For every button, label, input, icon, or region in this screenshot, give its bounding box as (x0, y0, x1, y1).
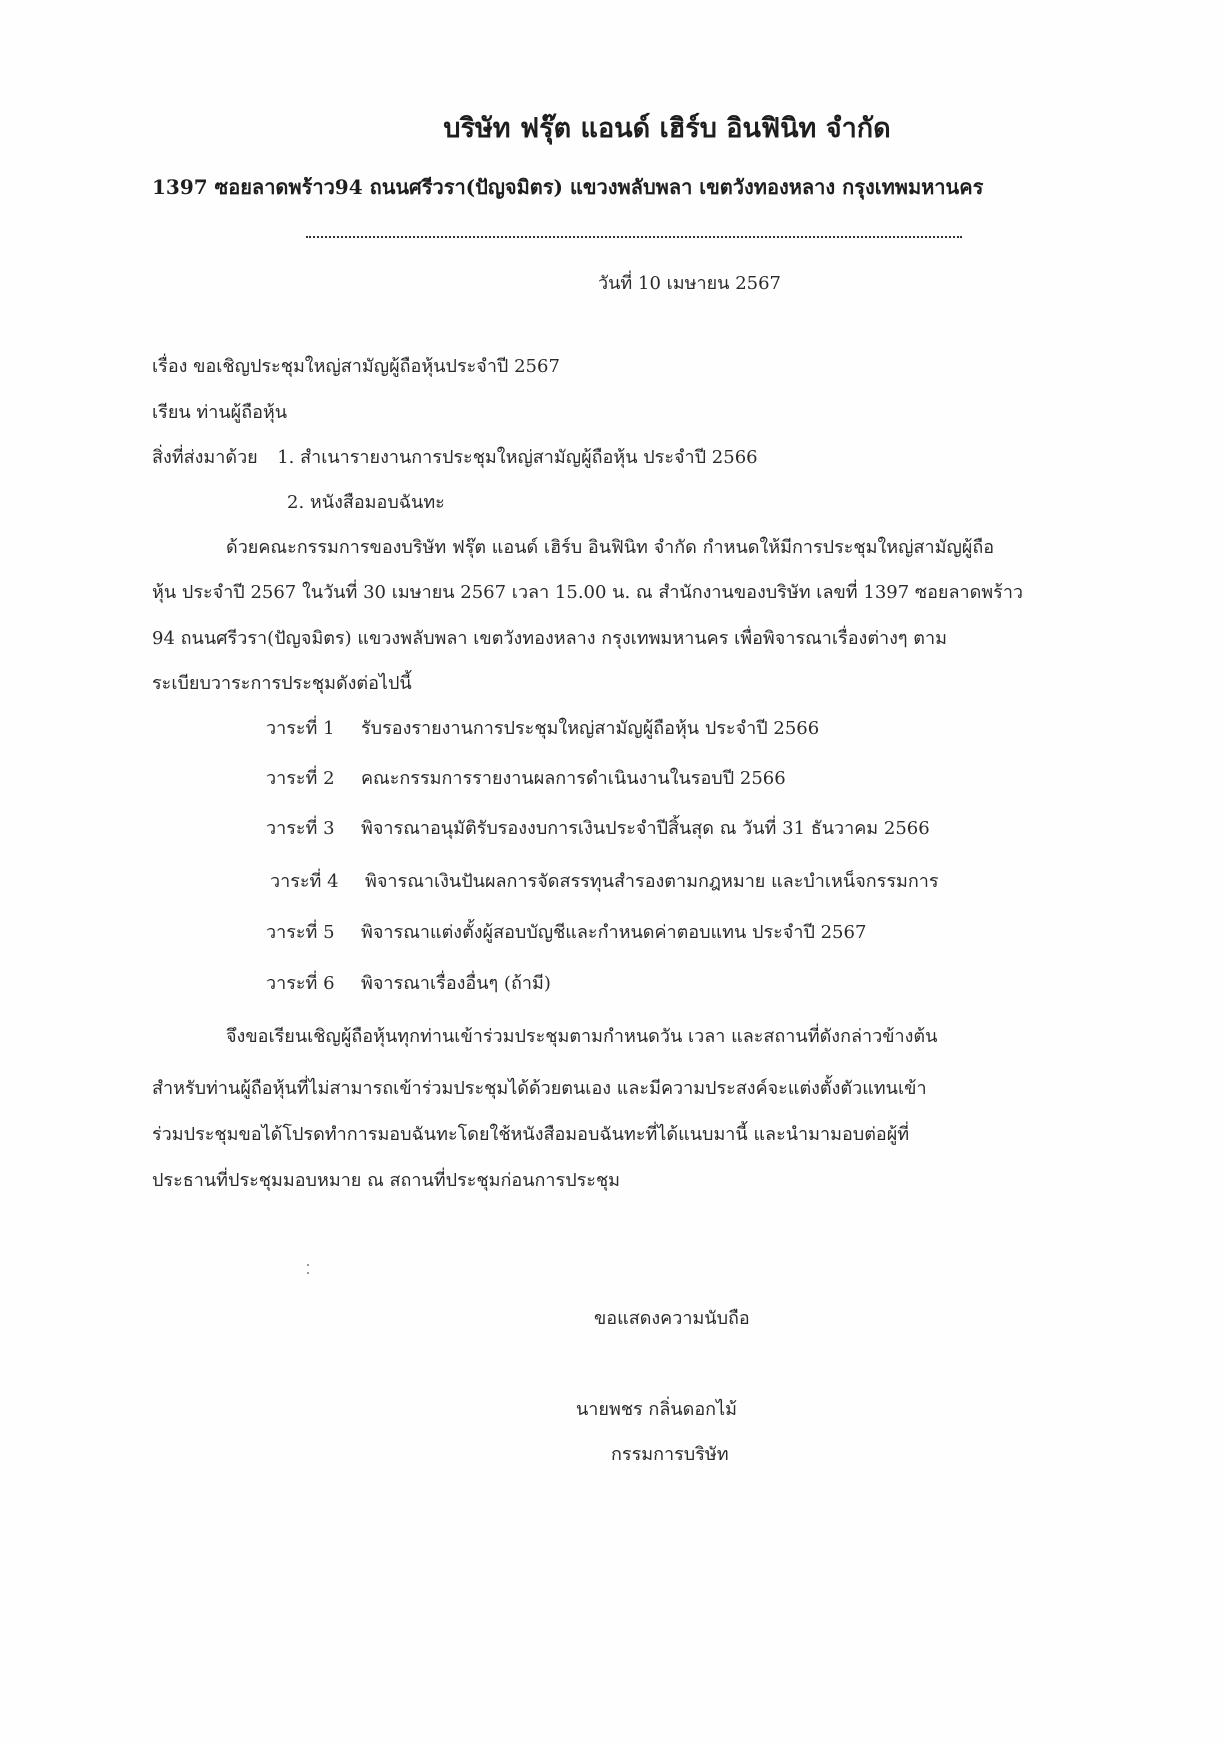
agenda-item (266, 975, 551, 993)
scan-speck (307, 1264, 309, 1266)
enclosure-item: 1. สำเนารายงานการประชุมใหญ่สามัญผู้ถือหุ้น ประจำปี 2566 (277, 447, 758, 468)
enclosures-line (152, 449, 758, 467)
agenda-text: พิจารณาแต่งตั้งผู้สอบบัญชีและกำหนดค่าตอบแทน ประจำปี 2567 (361, 922, 867, 943)
agenda-item (270, 873, 939, 891)
paragraph-line: ประธานที่ประชุมมอบหมาย ณ สถานที่ประชุมก่อนการประชุม (152, 1170, 621, 1191)
agenda-text: พิจารณาเรื่องอื่นๆ (ถ้ามี) (361, 973, 551, 994)
closing-regards: ขอแสดงความนับถือ (594, 1308, 750, 1329)
signatory-name: นายพชร กลิ่นดอกไม้ (576, 1399, 737, 1420)
paragraph-line: ระเบียบวาระการประชุมดังต่อไปนี้ (152, 673, 412, 694)
agenda-text: คณะกรรมการรายงานผลการดำเนินงานในรอบปี 2566 (361, 768, 786, 789)
signatory-title: กรรมการบริษัท (611, 1444, 729, 1465)
company-name: บริษัท ฟรุ๊ต แอนด์ เฮิร์บ อินฟินิท จำกัด (443, 113, 891, 144)
paragraph-line: หุ้น ประจำปี 2567 ในวันที่ 30 เมษายน 2567 เวลา 15.00 น. ณ สำนักงานของบริษัท เลขที่ 1397 ซอยลาดพร้าว (152, 582, 1024, 603)
agenda-number: วาระที่ 1 (266, 718, 335, 739)
agenda-item (266, 924, 866, 942)
agenda-item (266, 820, 930, 838)
subject-line: เรื่อง ขอเชิญประชุมใหญ่สามัญผู้ถือหุ้นประจำปี 2567 (152, 356, 560, 377)
enclosure-item: 2. หนังสือมอบฉันทะ (287, 492, 445, 513)
paragraph-line: สำหรับท่านผู้ถือหุ้นที่ไม่สามารถเข้าร่วมประชุมได้ด้วยตนเอง และมีความประสงค์จะแต่งตั้งตัวแทนเข้า (152, 1078, 927, 1099)
agenda-text: พิจารณาอนุมัติรับรองงบการเงินประจำปีสิ้นสุด ณ วันที่ 31 ธันวาคม 2566 (361, 818, 930, 839)
header-divider (306, 236, 962, 238)
paragraph-line: จึงขอเรียนเชิญผู้ถือหุ้นทุกท่านเข้าร่วมประชุมตามกำหนดวัน เวลา และสถานที่ดังกล่าวข้างต้น (226, 1026, 938, 1047)
recipient-line: เรียน ท่านผู้ถือหุ้น (152, 402, 288, 423)
paragraph-line: 94 ถนนศรีวรา(ปัญจมิตร) แขวงพลับพลา เขตวังทองหลาง กรุงเทพมหานคร เพื่อพิจารณาเรื่องต่างๆ ตาม (152, 628, 947, 649)
agenda-text: พิจารณาเงินปันผลการจัดสรรทุนสำรองตามกฎหมาย และบำเหน็จกรรมการ (365, 871, 939, 892)
agenda-number: วาระที่ 2 (266, 768, 335, 789)
agenda-item (266, 720, 819, 738)
agenda-number: วาระที่ 6 (266, 973, 335, 994)
enclosures-label: สิ่งที่ส่งมาด้วย (152, 447, 258, 468)
agenda-item (266, 770, 786, 788)
agenda-number: วาระที่ 5 (266, 922, 335, 943)
letter-date: วันที่ 10 เมษายน 2567 (598, 273, 781, 294)
paragraph-line: ร่วมประชุมขอได้โปรดทำการมอบฉันทะโดยใช้หนังสือมอบฉันทะที่ได้แนบมานี้ และนำมามอบต่อผู้ที่ (152, 1124, 910, 1145)
paragraph-line: ด้วยคณะกรรมการของบริษัท ฟรุ๊ต แอนด์ เฮิร์บ อินฟินิท จำกัด กำหนดให้มีการประชุมใหญ่สามัญผู้ถือ (226, 537, 995, 558)
agenda-number: วาระที่ 4 (270, 871, 339, 892)
company-address: 1397 ซอยลาดพร้าว94 ถนนศรีวรา(ปัญจมิตร) แขวงพลับพลา เขตวังทองหลาง กรุงเทพมหานคร (152, 175, 984, 199)
scan-speck (307, 1272, 309, 1274)
agenda-number: วาระที่ 3 (266, 818, 335, 839)
agenda-text: รับรองรายงานการประชุมใหญ่สามัญผู้ถือหุ้น ประจำปี 2566 (361, 718, 820, 739)
